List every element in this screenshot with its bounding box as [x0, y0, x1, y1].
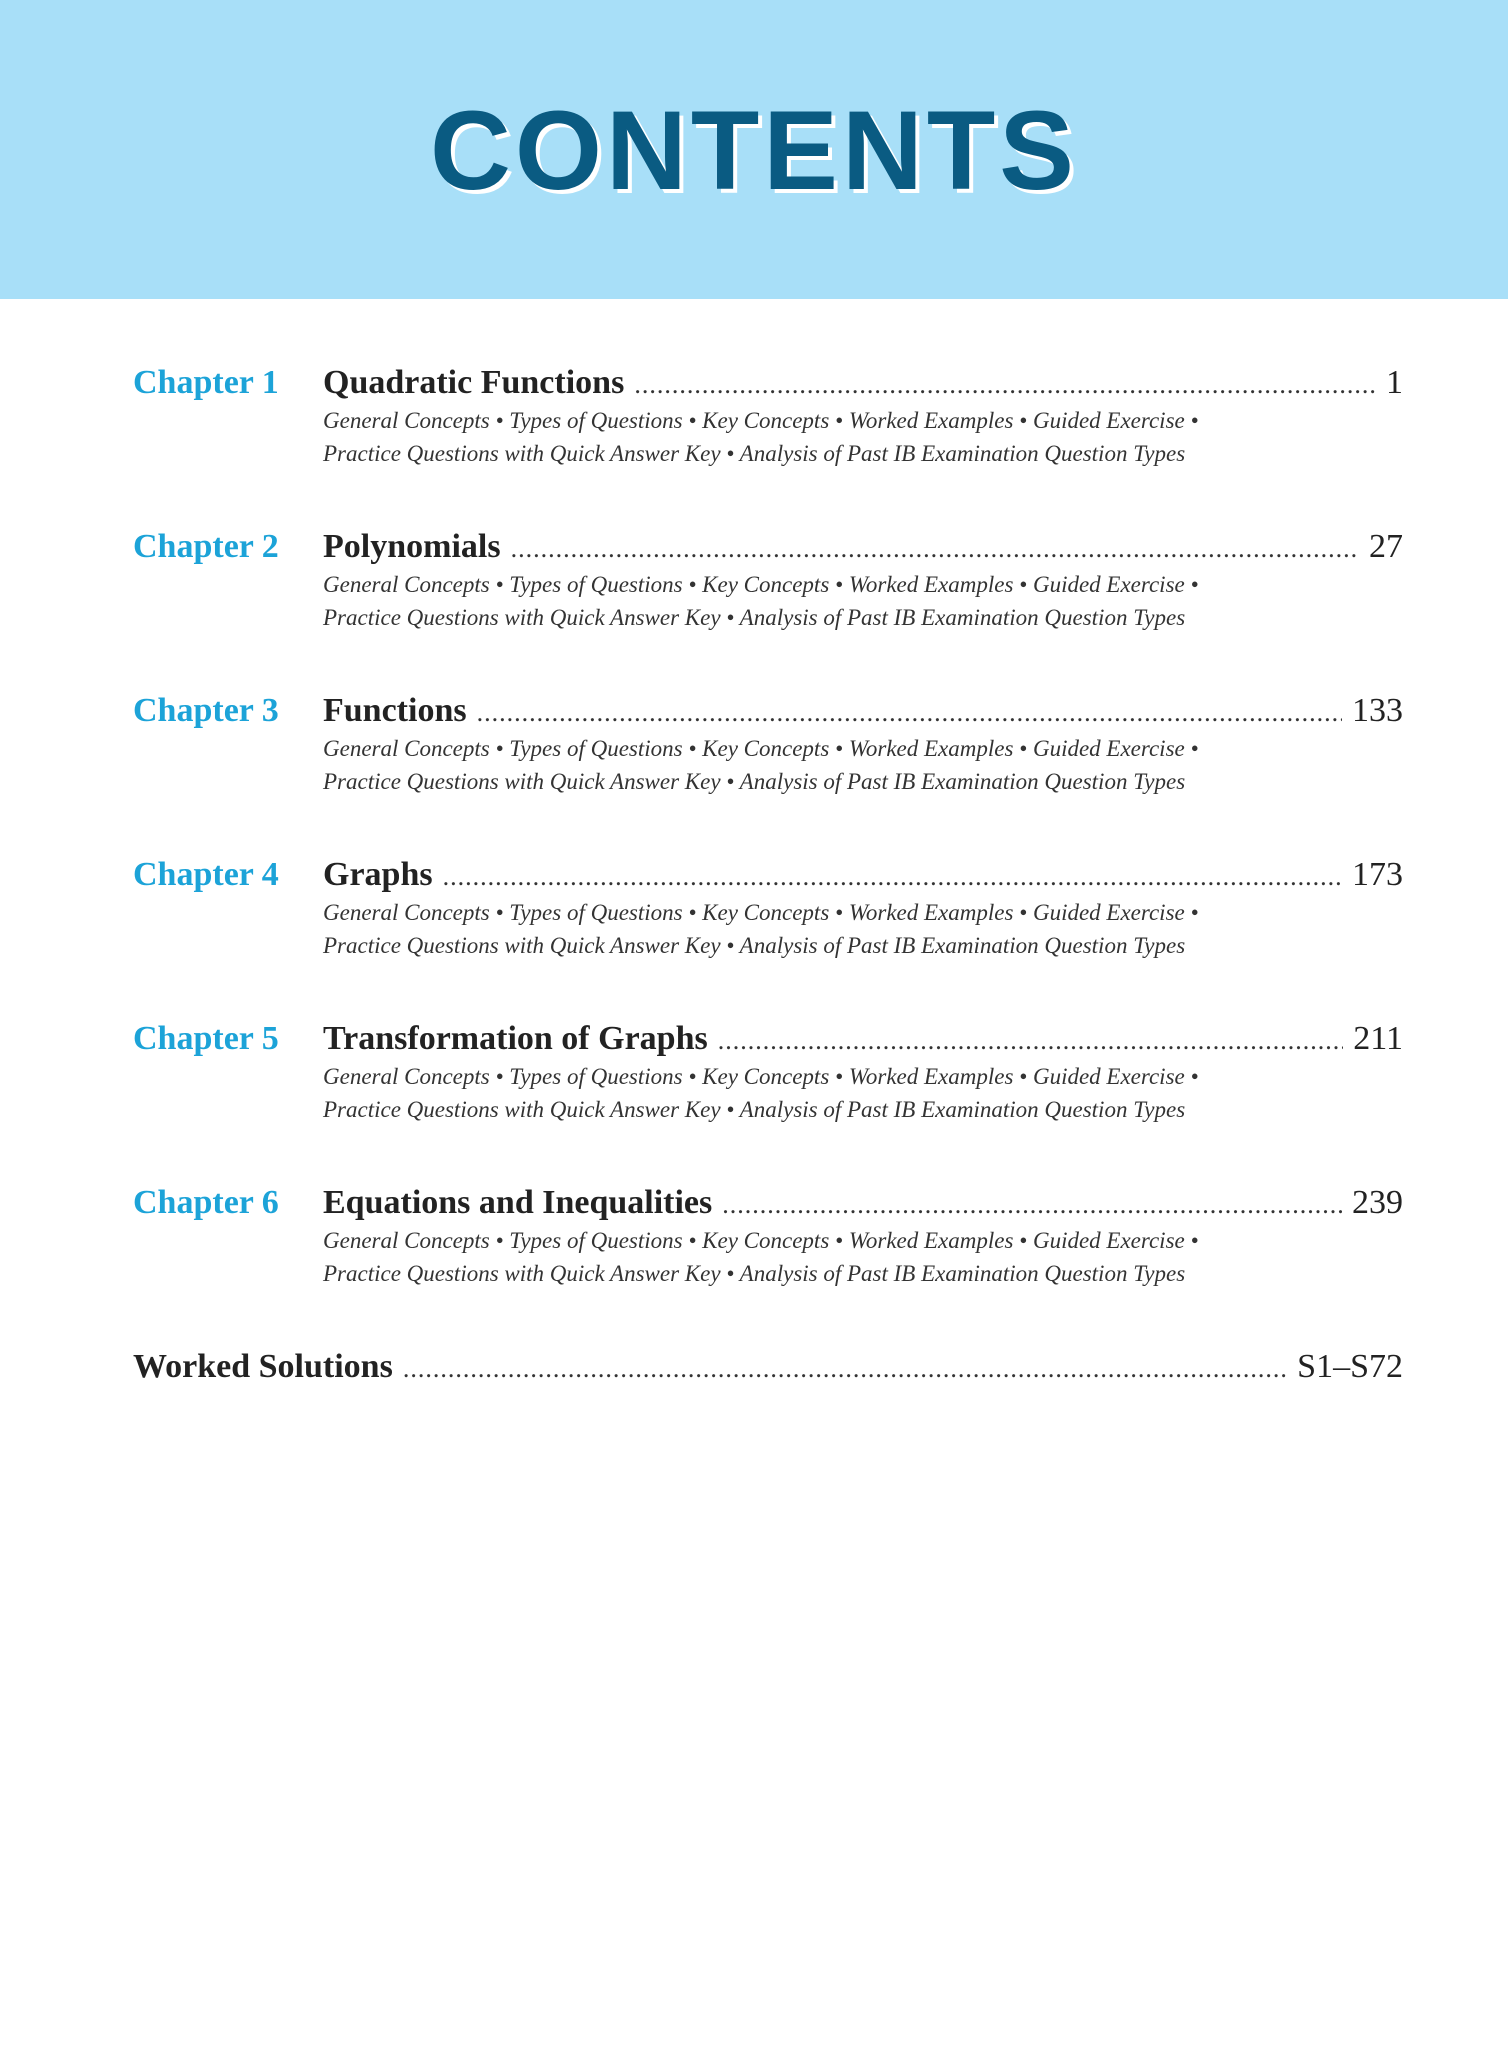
page-number: 133 — [1352, 692, 1403, 729]
contents-header — [0, 0, 1508, 299]
chapter-label: Chapter 6 — [133, 1184, 279, 1221]
chapter-topics-line-1: General Concepts • Types of Questions • Key Concepts • Worked Examples • Guided Exercise • — [323, 1228, 1199, 1253]
page-number: 173 — [1352, 856, 1403, 893]
dot-leader — [718, 1026, 1344, 1056]
chapter-title[interactable]: Polynomials — [323, 528, 501, 565]
chapter-title[interactable]: Graphs — [323, 856, 433, 893]
chapter-label: Chapter 3 — [133, 692, 279, 729]
chapter-topics-line-1: General Concepts • Types of Questions • Key Concepts • Worked Examples • Guided Exercise • — [323, 900, 1199, 925]
toc-entry-chapter-5[interactable] — [133, 1020, 1403, 1126]
chapter-title[interactable]: Equations and Inequalities — [323, 1184, 713, 1221]
dot-leader — [511, 534, 1359, 564]
chapter-label: Chapter 5 — [133, 1020, 279, 1057]
chapter-topics-line-2: Practice Questions with Quick Answer Key • Analysis of Past IB Examination Question Types — [323, 1261, 1186, 1286]
chapter-label: Chapter 2 — [133, 528, 279, 565]
chapter-topics-line-2: Practice Questions with Quick Answer Key • Analysis of Past IB Examination Question Types — [323, 441, 1186, 466]
page-title: CONTENTS — [430, 88, 1078, 213]
toc-entry-chapter-4[interactable] — [133, 856, 1403, 962]
dot-leader — [403, 1354, 1287, 1384]
dot-leader — [477, 698, 1342, 728]
page-number: 1 — [1386, 364, 1403, 401]
toc-entry-chapter-1[interactable] — [133, 364, 1403, 470]
toc-entry-chapter-2[interactable] — [133, 528, 1403, 634]
chapter-label: Chapter 1 — [133, 364, 279, 401]
chapter-topics-line-2: Practice Questions with Quick Answer Key • Analysis of Past IB Examination Question Types — [323, 1097, 1186, 1122]
toc-entry-worked-solutions[interactable] — [133, 1348, 1403, 1388]
chapter-topics-line-2: Practice Questions with Quick Answer Key • Analysis of Past IB Examination Question Types — [323, 769, 1186, 794]
page-number: 239 — [1352, 1184, 1403, 1221]
dot-leader — [722, 1190, 1342, 1220]
page-number: 27 — [1369, 528, 1403, 565]
chapter-topics-line-1: General Concepts • Types of Questions • Key Concepts • Worked Examples • Guided Exercise • — [323, 408, 1199, 433]
toc-entry-chapter-3[interactable] — [133, 692, 1403, 798]
chapter-title[interactable]: Transformation of Graphs — [323, 1020, 708, 1057]
chapter-title[interactable]: Functions — [323, 692, 467, 729]
chapter-topics-line-1: General Concepts • Types of Questions • Key Concepts • Worked Examples • Guided Exercise • — [323, 736, 1199, 761]
page-number: 211 — [1353, 1020, 1403, 1057]
page-range: S1–S72 — [1297, 1348, 1403, 1385]
chapter-topics-line-2: Practice Questions with Quick Answer Key • Analysis of Past IB Examination Question Types — [323, 605, 1186, 630]
chapter-label: Chapter 4 — [133, 856, 279, 893]
dot-leader — [634, 370, 1376, 400]
chapter-topics-line-1: General Concepts • Types of Questions • Key Concepts • Worked Examples • Guided Exercise • — [323, 572, 1199, 597]
worked-solutions-title[interactable]: Worked Solutions — [133, 1348, 393, 1385]
toc-entry-chapter-6[interactable] — [133, 1184, 1403, 1290]
chapter-title[interactable]: Quadratic Functions — [323, 364, 625, 401]
chapter-topics-line-1: General Concepts • Types of Questions • Key Concepts • Worked Examples • Guided Exercise • — [323, 1064, 1199, 1089]
dot-leader — [443, 862, 1342, 892]
chapter-topics-line-2: Practice Questions with Quick Answer Key • Analysis of Past IB Examination Question Types — [323, 933, 1186, 958]
